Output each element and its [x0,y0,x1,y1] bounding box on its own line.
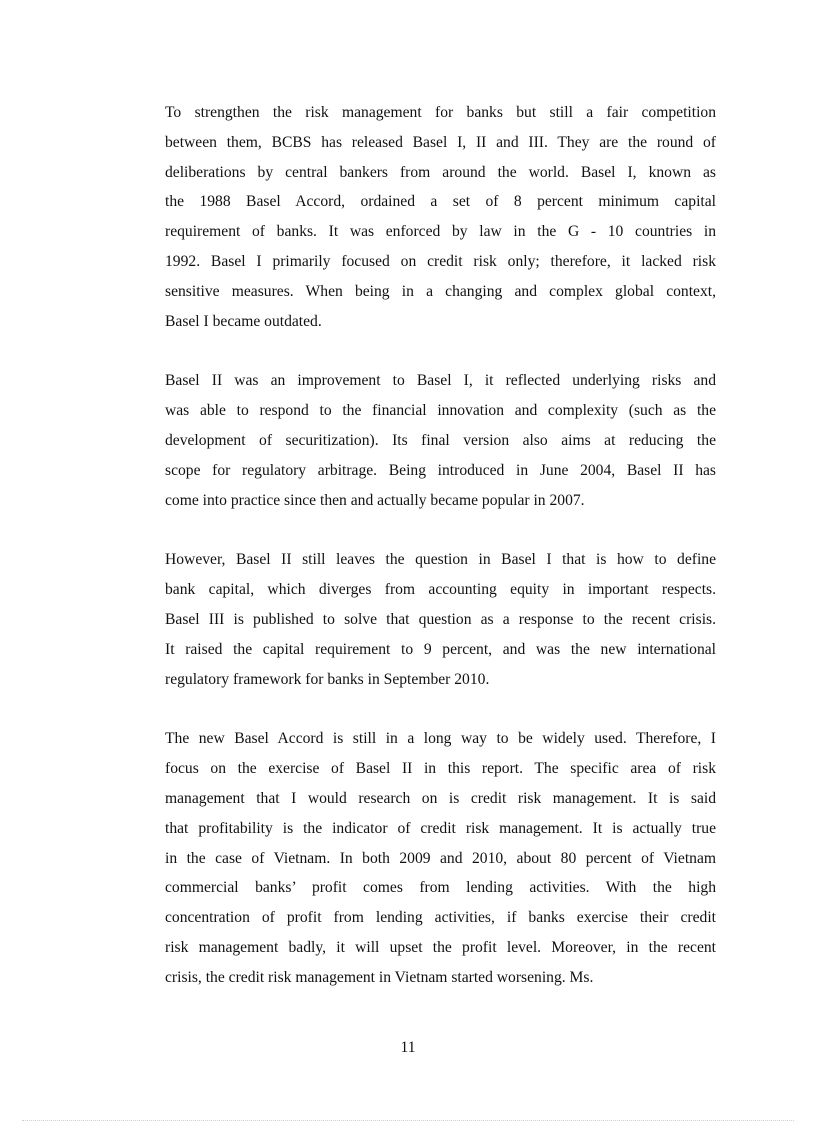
text-line: deliberations by central bankers from around the world. Basel I, known as [165,163,716,181]
text-line: come into practice since then and actually became popular in 2007. [165,491,585,509]
text-line: was able to respond to the financial innovation and complexity (such as the [165,402,716,420]
paragraph [165,545,716,694]
body-text [165,98,716,1023]
text-line: scope for regulatory arbitrage. Being introduced in June 2004, Basel II has [165,461,716,479]
text-line: requirement of banks. It was enforced by law in the G - 10 countries in [165,223,716,241]
text-line: It raised the capital requirement to 9 percent, and was the new international [165,640,716,658]
text-line: Basel II was an improvement to Basel I, it reflected underlying risks and [165,372,716,390]
text-line: development of securitization). Its final version also aims at reducing the [165,431,716,449]
text-line: concentration of profit from lending activities, if banks exercise their credit [165,909,716,927]
text-line: that profitability is the indicator of credit risk management. It is actually true [165,819,716,837]
text-line: in the case of Vietnam. In both 2009 and 2010, about 80 percent of Vietnam [165,849,716,867]
page-number: 11 [400,1039,416,1056]
text-line: commercial banks’ profit comes from lending activities. With the high [165,879,716,897]
page-divider [22,1120,794,1121]
paragraph [165,366,716,515]
text-line: risk management badly, it will upset the profit level. Moreover, in the recent [165,938,716,956]
text-line: regulatory framework for banks in September 2010. [165,670,490,688]
text-line: management that I would research on is credit risk management. It is said [165,789,716,807]
text-line: 1992. Basel I primarily focused on credit risk only; therefore, it lacked risk [165,252,716,270]
text-line: The new Basel Accord is still in a long way to be widely used. Therefore, I [165,730,716,748]
text-line: focus on the exercise of Basel II in this report. The specific area of risk [165,760,716,778]
text-line: However, Basel II still leaves the question in Basel I that is how to define [165,551,716,569]
paragraph [165,98,716,336]
text-line: Basel I became outdated. [165,312,322,330]
text-line: between them, BCBS has released Basel I, II and III. They are the round of [165,133,716,151]
text-line: bank capital, which diverges from accounting equity in important respects. [165,581,716,599]
text-line: crisis, the credit risk management in Vietnam started worsening. Ms. [165,968,594,986]
text-line: Basel III is published to solve that question as a response to the recent crisis. [165,610,716,628]
text-line: the 1988 Basel Accord, ordained a set of 8 percent minimum capital [165,193,716,211]
text-line: To strengthen the risk management for banks but still a fair competition [165,104,716,121]
paragraph [165,724,716,992]
text-line: sensitive measures. When being in a changing and complex global context, [165,282,716,300]
